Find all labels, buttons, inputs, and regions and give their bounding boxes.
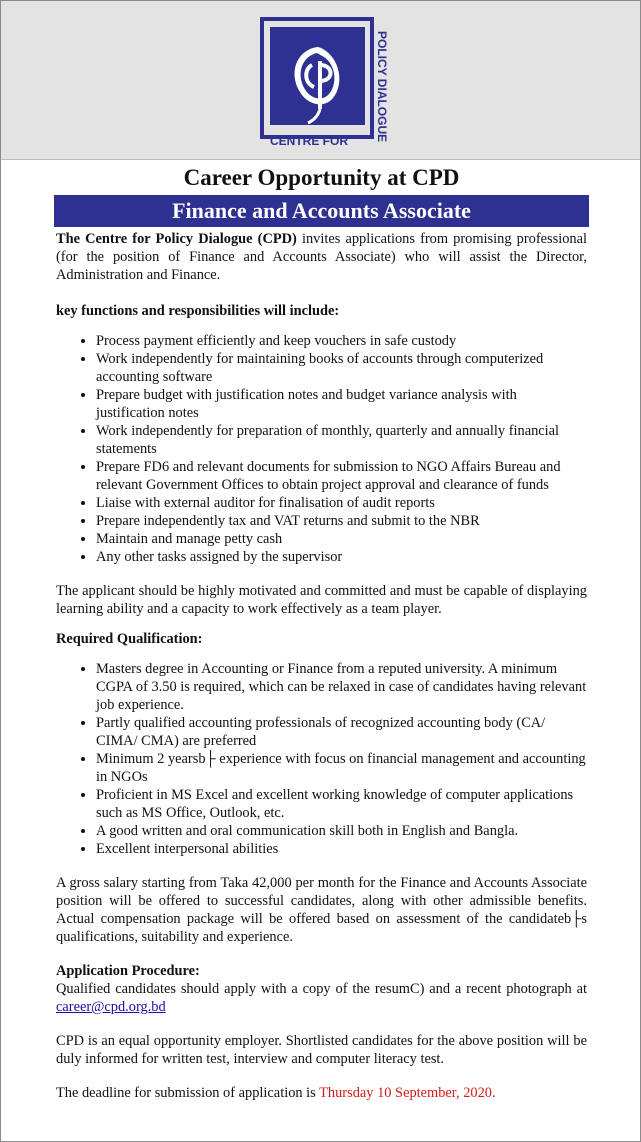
org-name: The Centre for Policy Dialogue (CPD) (56, 231, 297, 247)
list-item: • Liaise with external auditor for finalisation of audit reports (96, 494, 587, 512)
header-band (1, 1, 640, 160)
salary-paragraph: A gross salary starting from Taka 42,000 per month for the Finance and Accounts Associate position will be offered to successful candidates, along with other admissible benefits. Actual compensation package will be offered based on assessment of the candidateb├s qualifications, suitability and experience. (56, 875, 587, 945)
email-link[interactable]: career@cpd.org.bd (56, 999, 166, 1015)
qualification-heading: Required Qualification: (56, 631, 203, 647)
equal-opportunity-paragraph: CPD is an equal opportunity employer. Shortlisted candidates for the above position will be duly informed for written test, interview and computer literacy test. (56, 1033, 587, 1067)
logo-text-vertical: POLICY DIALOGUE (375, 31, 389, 143)
deadline-date: Thursday 10 September, 2020. (319, 1085, 496, 1101)
list-item: • Prepare FD6 and relevant documents for submission to NGO Affairs Bureau and relevant Government Offices to obtain project approval and clearance of funds (96, 458, 587, 494)
applicant-paragraph: The applicant should be highly motivated and committed and must be capable of displaying learning ability and a capacity to work effectively as a team player. (56, 583, 587, 617)
job-title-banner: Finance and Accounts Associate (54, 195, 589, 227)
intro-text: invites applications from promising professional (for the position of Finance and Accounts Associate) who will assist the Director, Administration and Finance. (56, 231, 587, 283)
list-item: • Work independently for preparation of monthly, quarterly and annually financial statements (96, 422, 587, 458)
application-text: Qualified candidates should apply with a copy of the resumC) and a recent photograph at (56, 981, 587, 997)
application-paragraph (56, 980, 587, 1016)
list-item: • Proficient in MS Excel and excellent working knowledge of computer applications such as MS Office, Outlook, etc. (96, 786, 587, 822)
list-item: • A good written and oral communication skill both in English and Bangla. (96, 822, 587, 840)
list-item: • Excellent interpersonal abilities (96, 840, 587, 858)
qualification-list (56, 660, 587, 858)
list-item: • Masters degree in Accounting or Finance from a reputed university. A minimum CGPA of 3.50 is required, which can be relaxed in case of candidates having relevant job experience. (96, 660, 587, 714)
application-heading: Application Procedure: (56, 963, 200, 979)
list-item: • Prepare independently tax and VAT returns and submit to the NBR (96, 512, 587, 530)
list-item: • Partly qualified accounting professionals of recognized accounting body (CA/ CIMA/ CMA) are preferred (96, 714, 587, 750)
deadline-text: The deadline for submission of application is (56, 1085, 320, 1101)
list-item: • Work independently for maintaining books of accounts through computerized accounting software (96, 350, 587, 386)
deadline-paragraph (56, 1084, 587, 1102)
cpd-logo (260, 17, 389, 149)
list-item: • Any other tasks assigned by the supervisor (96, 548, 587, 566)
list-item: • Maintain and manage petty cash (96, 530, 587, 548)
intro-paragraph (56, 230, 587, 284)
document-body (1, 164, 640, 1102)
list-item: • Process payment efficiently and keep vouchers in safe custody (96, 332, 587, 350)
responsibilities-list (56, 332, 587, 566)
responsibilities-heading: key functions and responsibilities will include: (56, 303, 340, 319)
list-item: • Prepare budget with justification notes and budget variance analysis with justification notes (96, 386, 587, 422)
logo-text-bottom: CENTRE FOR (270, 134, 348, 148)
page-title: Career Opportunity at CPD (183, 165, 460, 190)
list-item: • Minimum 2 yearsb├ experience with focus on financial management and accounting in NGOs (96, 750, 587, 786)
